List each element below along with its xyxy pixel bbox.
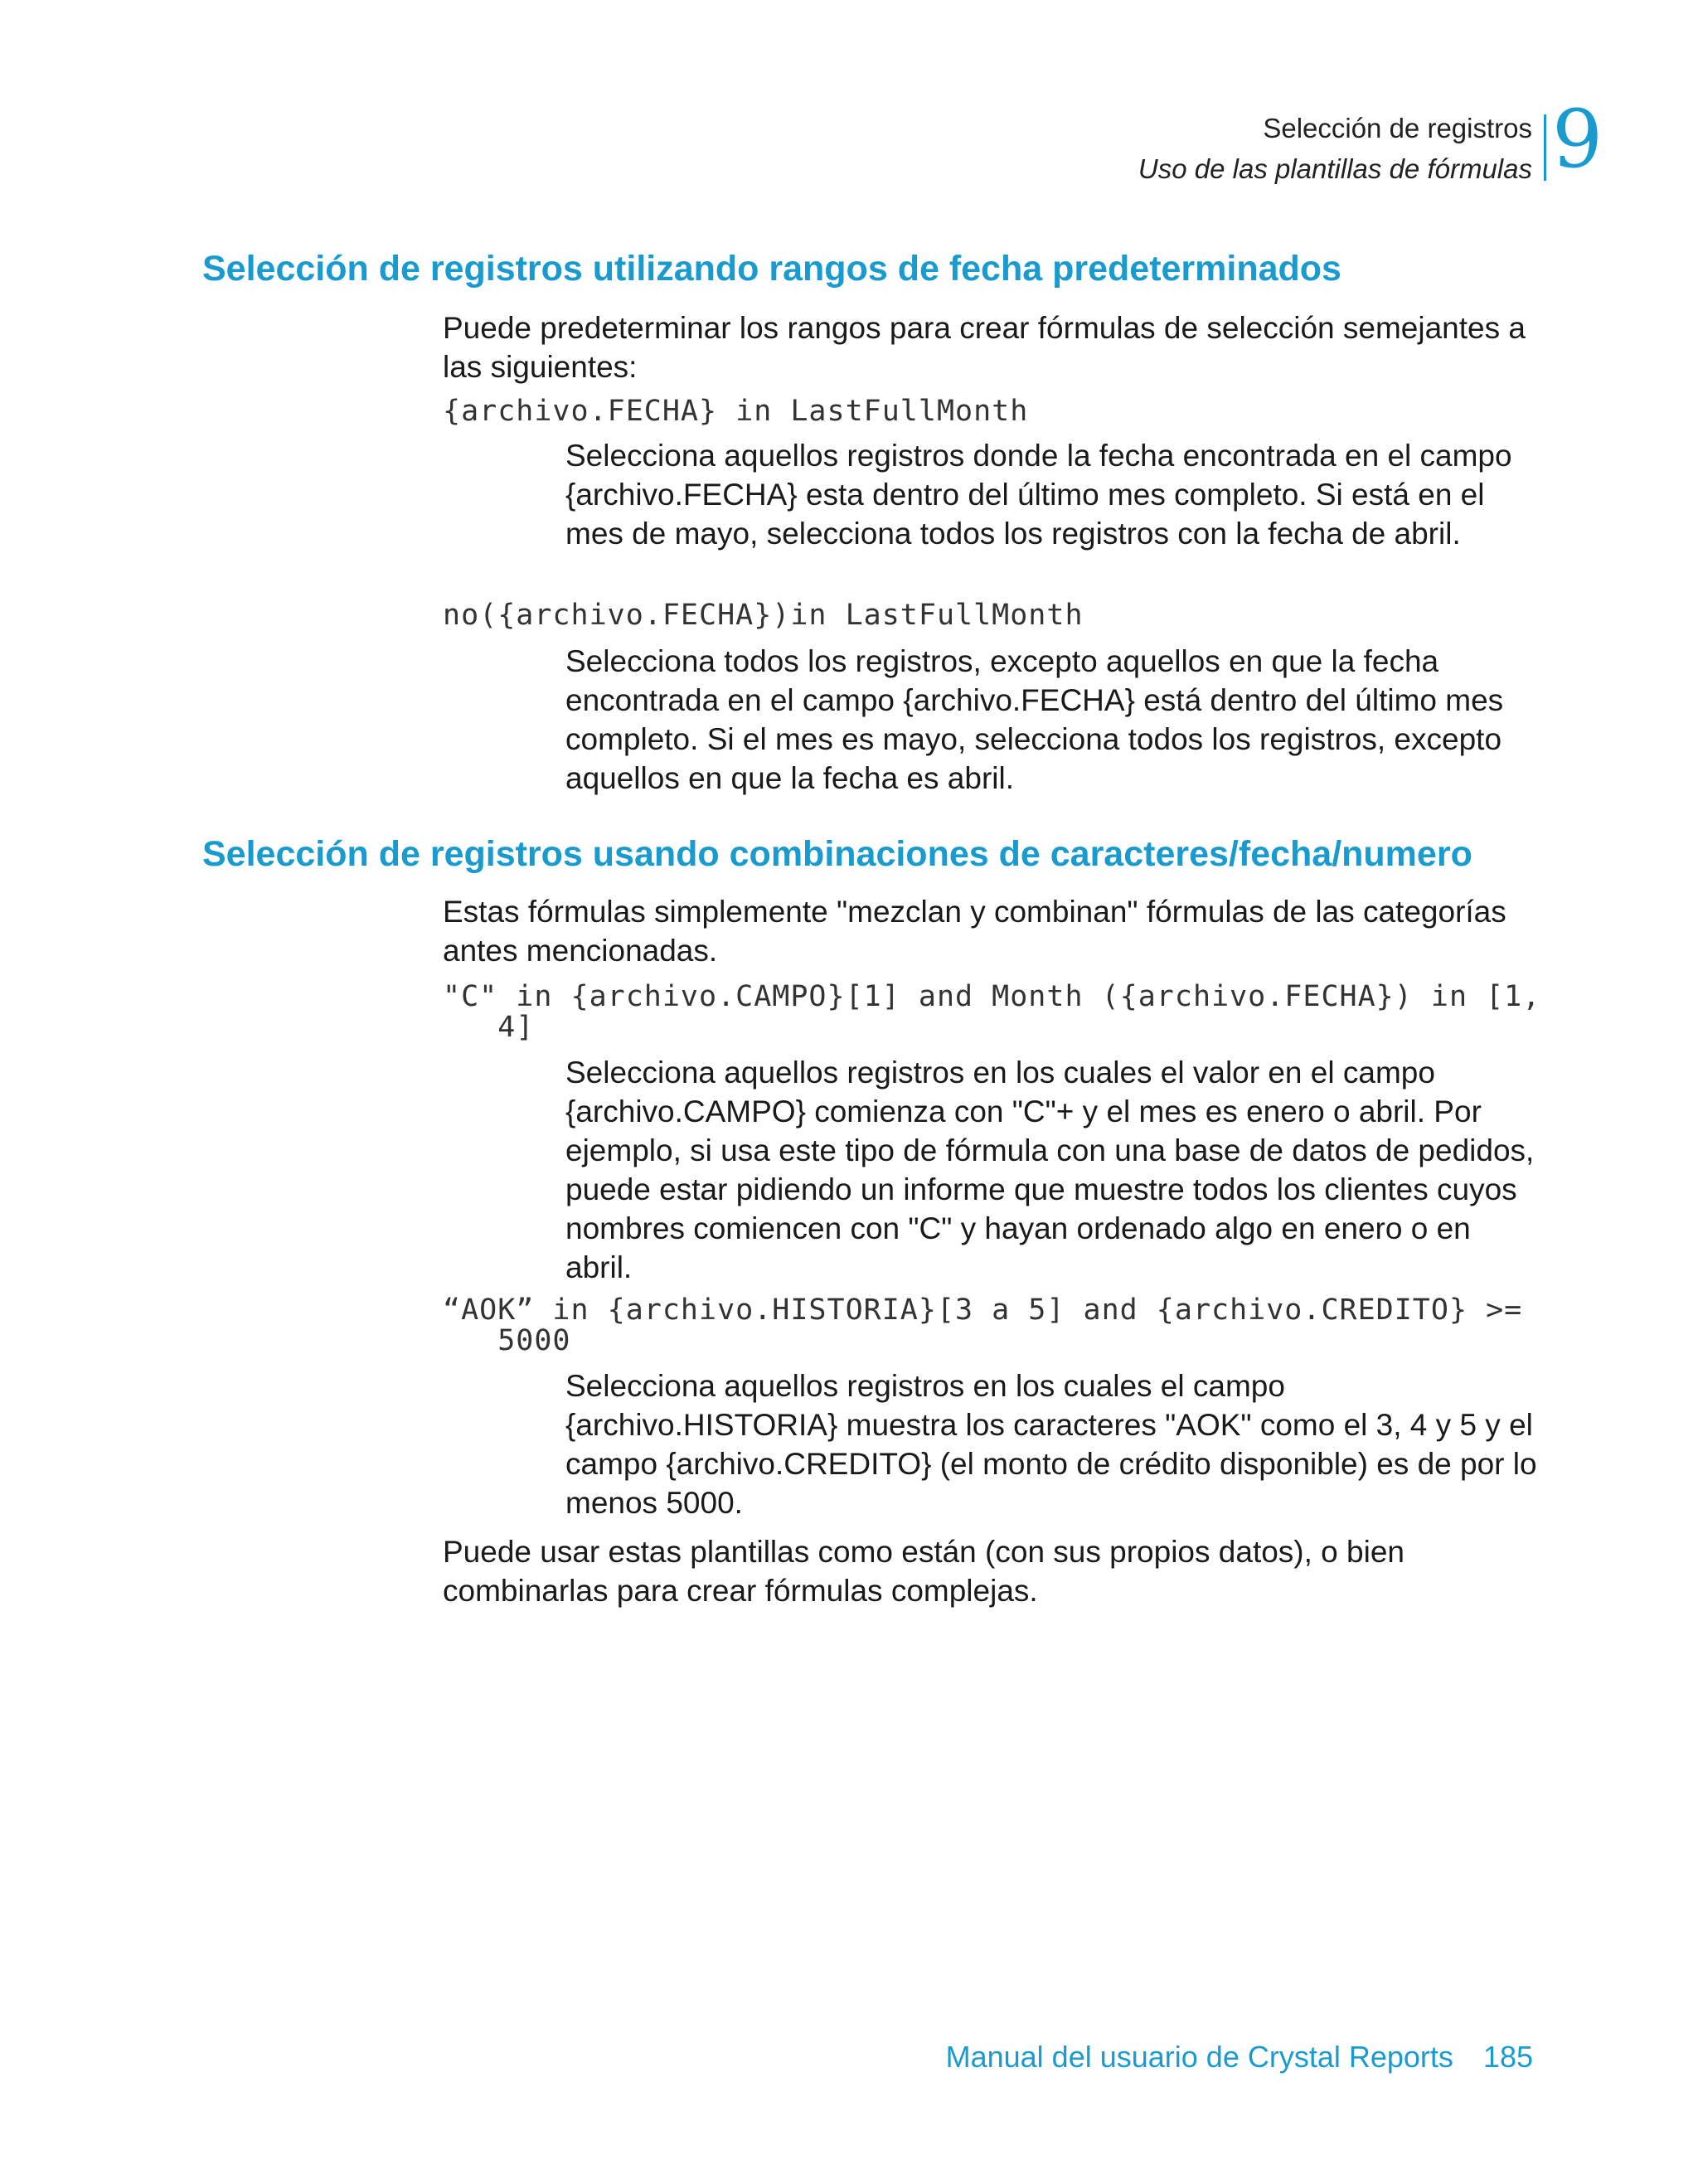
code-example: {archivo.FECHA} in LastFullMonth bbox=[443, 395, 1029, 428]
closing-paragraph: Puede usar estas plantillas como están (con sus propios datos), o bien combinarlas para crear fórmulas complejas. bbox=[443, 1535, 1404, 1608]
code-example: no({archivo.FECHA})in LastFullMonth bbox=[443, 599, 1084, 632]
section-heading-date-ranges: Selección de registros utilizando rangos de fecha predeterminados bbox=[202, 249, 1341, 289]
section-heading-combinations: Selección de registros usando combinaciones de caracteres/fecha/numero bbox=[202, 834, 1472, 874]
page-number: 185 bbox=[1482, 2040, 1533, 2074]
intro-paragraph: Estas fórmulas simplemente "mezclan y combinan" fórmulas de las categorías antes mencionadas. bbox=[443, 895, 1506, 968]
page-footer bbox=[946, 2040, 1533, 2075]
example-description: Selecciona todos los registros, excepto aquellos en que la fecha encontrada en el campo {archivo.FECHA} está dentro del último mes completo. Si el mes es mayo, selecciona todos los registros, excepto aquellos en que la fecha es abril. bbox=[565, 644, 1504, 795]
example-description: Selecciona aquellos registros en los cuales el valor en el campo {archivo.CAMPO} comienza con "C"+ y el mes es enero o abril. Por ejemplo, si usa este tipo de fórmula con una base de datos de pedidos, puede estar pidiendo un informe que muestre todos los clientes cuyos nombres comiencen con "C" y hayan ordenado algo en enero o en abril. bbox=[565, 1056, 1535, 1284]
chapter-title: Selección de registros bbox=[1263, 113, 1532, 143]
example-description: Selecciona aquellos registros donde la fecha encontrada en el campo {archivo.FECHA} esta dentro del último mes completo. Si está en el mes de mayo, selecciona todos los registros con la fecha de abril. bbox=[565, 439, 1512, 551]
code-example: “AOK” in {archivo.HISTORIA}[3 a 5] and {archivo.CREDITO} >= 5000 bbox=[443, 1293, 1523, 1357]
intro-paragraph: Puede predeterminar los rangos para crear fórmulas de selección semejantes a las siguientes: bbox=[443, 311, 1526, 384]
manual-title: Manual del usuario de Crystal Reports bbox=[945, 2040, 1453, 2074]
code-example: "C" in {archivo.CAMPO}[1] and Month ({archivo.FECHA}) in [1, 4] bbox=[443, 980, 1541, 1044]
example-description: Selecciona aquellos registros en los cuales el campo {archivo.HISTORIA} muestra los caracteres "AOK" como el 3, 4 y 5 y el campo {archivo.CREDITO} (el monto de crédito disponible) es de por lo menos 5000. bbox=[565, 1369, 1537, 1520]
chapter-number: 9 bbox=[1552, 93, 1603, 186]
section-title: Uso de las plantillas de fórmulas bbox=[1138, 153, 1532, 184]
header-divider bbox=[1544, 114, 1546, 181]
running-header bbox=[1138, 108, 1532, 189]
